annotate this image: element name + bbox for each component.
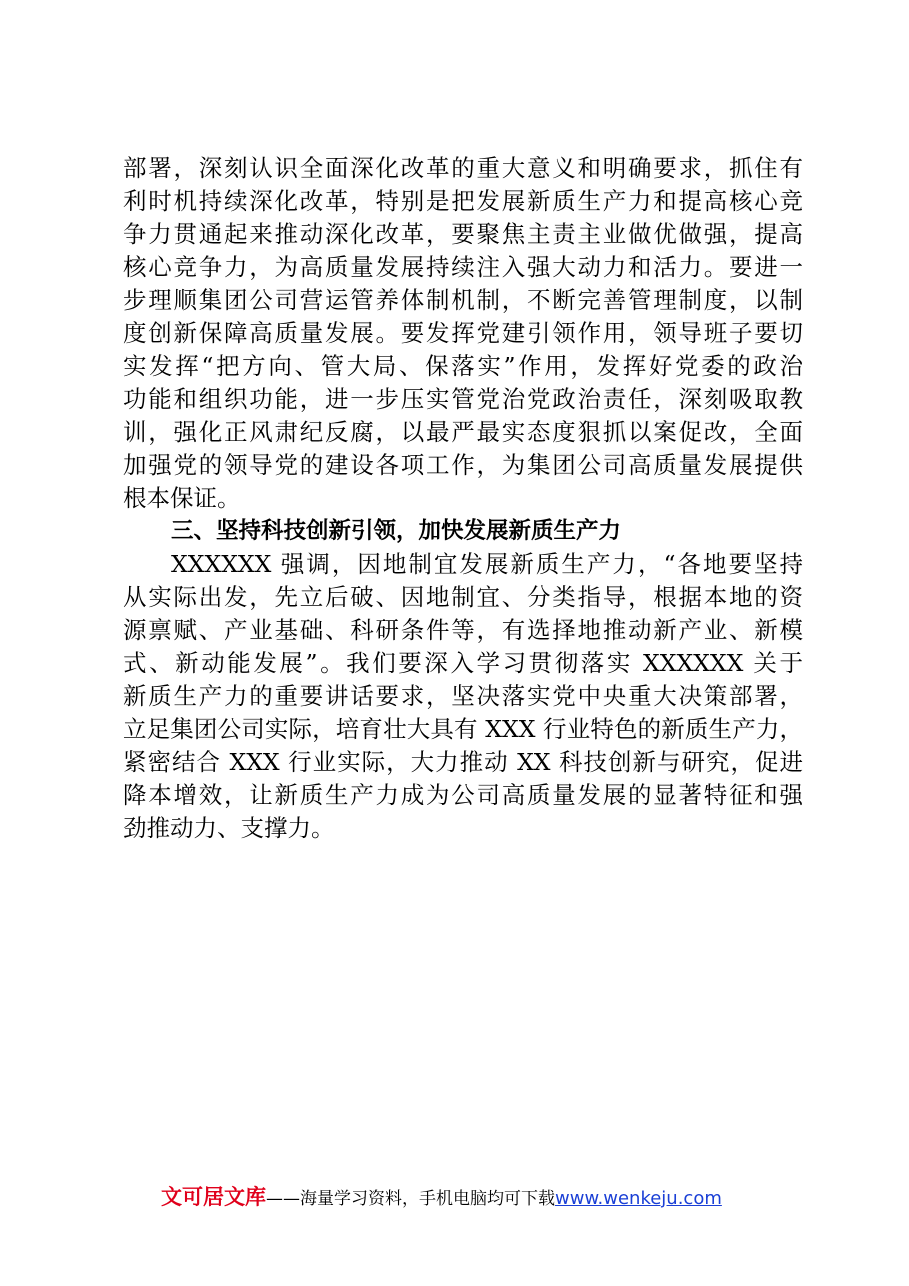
footer-tagline: ——海量学习资料，手机电脑均可下载 (266, 1189, 555, 1209)
text-line: 从实际出发，先立后破、因地制宜、分类指导，根据本地的资 (123, 583, 803, 611)
text-line: 功能和组织功能，进一步压实管党治党政治责任，深刻吸取教 (123, 385, 803, 413)
text-line: 立足集团公司实际，培育壮大具有 XXX 行业特色的新质生产力， (123, 715, 803, 743)
text-line: 利时机持续深化改革，特别是把发展新质生产力和提高核心竞 (123, 187, 803, 215)
text-line: 源禀赋、产业基础、科研条件等，有选择地推动新产业、新模 (123, 616, 803, 644)
text-line: 步理顺集团公司营运管养体制机制，不断完善管理制度，以制 (123, 286, 803, 314)
text-line: 降本增效，让新质生产力成为公司高质量发展的显著特征和强 (123, 781, 803, 809)
footer-site-link[interactable]: www.wenkeju.com (555, 1188, 722, 1209)
text-line: 根本保证。 (123, 484, 241, 512)
text-line: 实发挥“把方向、管大局、保落实”作用，发挥好党委的政治 (123, 352, 803, 380)
text-line: 度创新保障高质量发展。要发挥党建引领作用，领导班子要切 (123, 319, 803, 347)
text-line: 核心竞争力，为高质量发展持续注入强大动力和活力。要进一 (123, 253, 803, 281)
section-heading: 三、坚持科技创新引领，加快发展新质生产力 (171, 518, 622, 544)
text-line: 新质生产力的重要讲话要求，坚决落实党中央重大决策部署， (123, 682, 803, 710)
text-line: 部署，深刻认识全面深化改革的重大意义和明确要求，抓住有 (123, 154, 803, 182)
text-line: 式、新动能发展”。我们要深入学习贯彻落实 XXXXXX 关于 (123, 649, 803, 677)
text-line: XXXXXX 强调，因地制宜发展新质生产力，“各地要坚持 (171, 550, 803, 578)
footer-brand: 文可居文库 (161, 1185, 266, 1209)
text-line: 加强党的领导党的建设各项工作，为集团公司高质量发展提供 (123, 451, 803, 479)
text-line: 训，强化正风肃纪反腐，以最严最实态度狠抓以案促改，全面 (123, 418, 803, 446)
text-line: 紧密结合 XXX 行业实际，大力推动 XX 科技创新与研究，促进 (123, 748, 803, 776)
text-line: 劲推动力、支撑力。 (123, 814, 335, 842)
text-line: 争力贯通起来推动深化改革，要聚焦主责主业做优做强，提高 (123, 220, 803, 248)
footer-banner (161, 1180, 722, 1214)
